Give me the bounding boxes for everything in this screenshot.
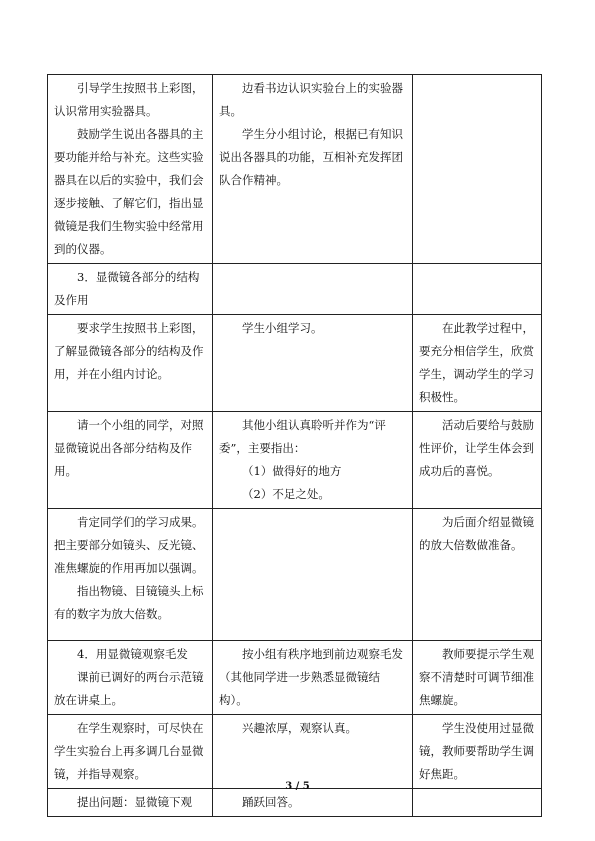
table-cell-1: [48, 412, 213, 509]
table-row: [48, 412, 542, 509]
table-cell-3: [413, 715, 542, 789]
table-cell-2: [213, 75, 413, 264]
cell-paragraph: 提出问题：显微镜下观: [77, 795, 192, 809]
table-cell-2: [213, 789, 413, 817]
table-cell-2: [213, 641, 413, 715]
table-cell-3: [413, 789, 542, 817]
page-number: 3 / 5: [285, 781, 310, 792]
table-cell-3: [413, 641, 542, 715]
cell-paragraph: 教师要提示学生观察不清楚时可调节细准焦螺旋。: [419, 647, 534, 707]
table-row: [48, 641, 542, 715]
cell-paragraph: 肯定同学们的学习成果。把主要部分如镜头、反光镜、准焦螺旋的作用再加以强调。: [54, 515, 204, 575]
table-row: [48, 715, 542, 789]
cell-paragraph: 活动后要给与鼓励性评价，让学生体会到成功后的喜悦。: [419, 418, 534, 478]
cell-paragraph: 引导学生按照书上彩图，认识常用实验器具。: [54, 81, 204, 118]
cell-list-item: （1）做得好的地方: [242, 464, 342, 478]
cell-paragraph: 学生没使用过显微镜，教师要帮助学生调好焦距。: [419, 721, 534, 781]
table-cell-3: [413, 264, 542, 315]
cell-paragraph: 请一个小组的同学，对照显微镜说出各部分结构及作用。: [54, 418, 204, 478]
table-cell-1: [48, 75, 213, 264]
cell-paragraph: 按小组有秩序地到前边观察毛发（其他同学进一步熟悉显微镜结构）。: [219, 647, 403, 707]
table-cell-3: [413, 412, 542, 509]
lesson-table: [47, 74, 542, 817]
cell-paragraph: 课前已调好的两台示范镜放在讲桌上。: [54, 670, 204, 707]
cell-paragraph: 其他小组认真聆听并作为“评委”，主要指出：: [219, 418, 386, 455]
table-cell-3: [413, 75, 542, 264]
cell-paragraph: 4．用显微镜观察毛发: [77, 647, 188, 661]
cell-paragraph: 兴趣浓厚，观察认真。: [242, 721, 357, 735]
table-cell-2: [213, 715, 413, 789]
table-row: [48, 789, 542, 817]
table-cell-1: [48, 641, 213, 715]
cell-paragraph: 为后面介绍显微镜的放大倍数做准备。: [419, 515, 534, 552]
table-cell-1: [48, 264, 213, 315]
cell-paragraph: 要求学生按照书上彩图，了解显微镜各部分的结构及作用，并在小组内讨论。: [54, 321, 204, 381]
table-cell-2: [213, 315, 413, 412]
cell-paragraph: 在此教学过程中，要充分相信学生，欣赏学生，调动学生的学习积极性。: [419, 321, 534, 404]
table-cell-2: [213, 509, 413, 641]
table-cell-1: [48, 509, 213, 641]
cell-paragraph: 边看书边认识实验台上的实验器具。: [219, 81, 403, 118]
table-cell-3: [413, 509, 542, 641]
table-cell-1: [48, 789, 213, 817]
table-row: [48, 315, 542, 412]
cell-paragraph: 学生分小组讨论，根据已有知识说出各器具的功能，互相补充发挥团队合作精神。: [219, 127, 403, 187]
table-row: [48, 264, 542, 315]
table-row: [48, 509, 542, 641]
table-cell-2: [213, 264, 413, 315]
table-cell-3: [413, 315, 542, 412]
table-cell-1: [48, 715, 213, 789]
table-cell-1: [48, 315, 213, 412]
cell-paragraph: 3．显微镜各部分的结构及作用: [54, 270, 200, 307]
table-cell-2: [213, 412, 413, 509]
cell-paragraph: 指出物镜、目镜镜头上标有的数字为放大倍数。: [54, 584, 204, 621]
cell-paragraph: 踊跃回答。: [242, 795, 300, 809]
cell-list-item: （2）不足之处。: [242, 487, 330, 501]
cell-paragraph: 学生小组学习。: [242, 321, 323, 335]
cell-paragraph: 在学生观察时，可尽快在学生实验台上再多调几台显微镜，并指导观察。: [54, 721, 204, 781]
cell-paragraph: 鼓励学生说出各器具的主要功能并给与补充。这些实验器具在以后的实验中，我们会逐步接触、了解它们，指出显微镜是我们生物实验中经常用到的仪器。: [54, 127, 204, 256]
table-row: [48, 75, 542, 264]
